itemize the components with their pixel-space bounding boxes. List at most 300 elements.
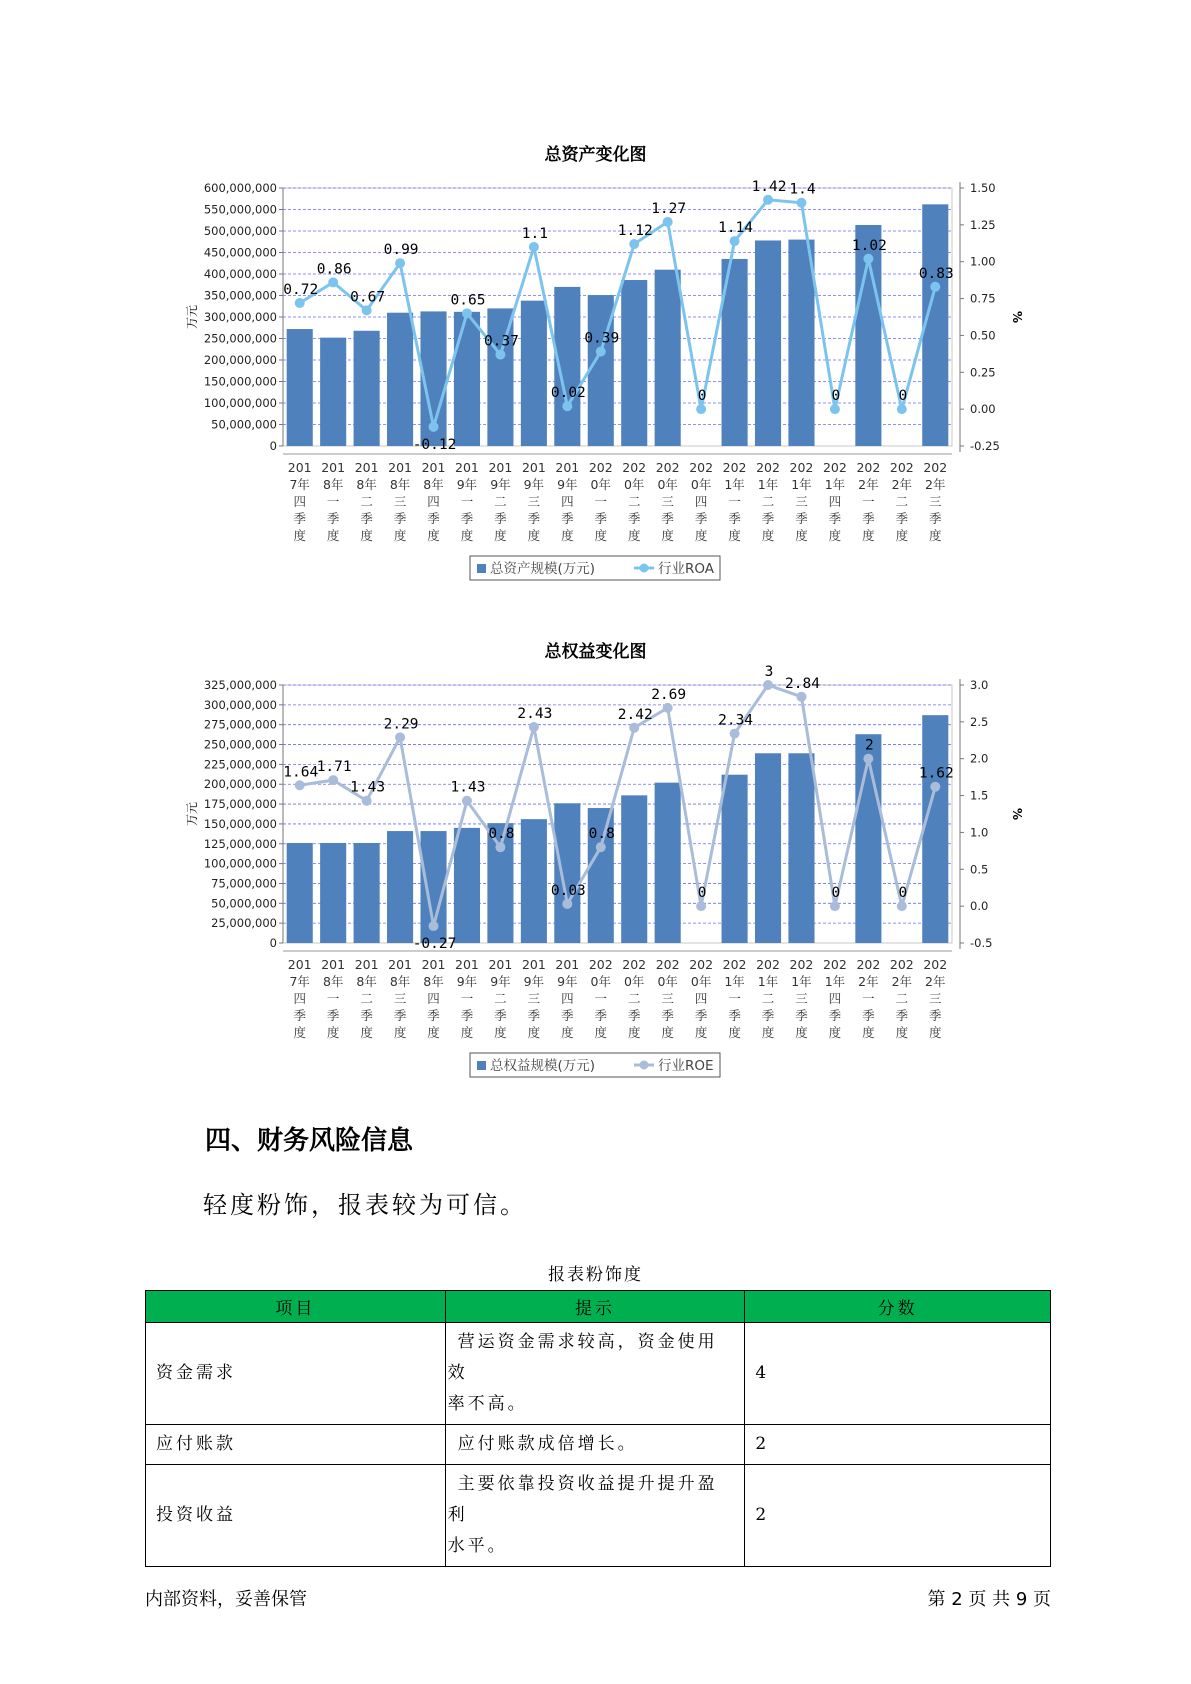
x-tick-label-line: 季 (728, 1008, 741, 1023)
x-tick-label-line: 度 (527, 528, 541, 543)
x-tick-label-line: 0年 (690, 477, 712, 492)
legend-line-label: 行业ROE (658, 1058, 714, 1074)
x-tick-label (756, 957, 780, 1040)
line-point (796, 692, 806, 702)
x-tick-label (388, 460, 412, 543)
line-point (395, 258, 405, 268)
x-tick-label-line: 二 (761, 494, 775, 509)
y-tick-label: 125,000,000 (203, 836, 277, 851)
x-tick-label-line: 度 (795, 528, 808, 543)
x-tick-label (388, 957, 412, 1040)
x-tick-label-line: 度 (828, 1025, 842, 1040)
x-tick-label (288, 460, 312, 543)
x-tick-label (823, 957, 847, 1040)
bar (287, 329, 313, 446)
x-tick-label-line: 季 (293, 1008, 306, 1023)
x-tick-label-line: 0年 (657, 477, 678, 492)
x-tick-label-line: 季 (393, 1008, 407, 1023)
x-tick-label-line: 201 (321, 957, 346, 972)
x-tick-label (355, 460, 379, 543)
footer-page-number: 第 2 页 共 9 页 (927, 1589, 1051, 1610)
x-tick-label-line: 季 (627, 1008, 641, 1023)
x-tick-label-line: 三 (527, 991, 541, 1006)
data-label: 0.72 (283, 281, 319, 298)
x-tick-label-line: 季 (360, 511, 373, 526)
x-tick-label-line: 三 (661, 494, 674, 509)
x-tick-label-line: 度 (527, 1025, 541, 1040)
x-tick-label-line: 四 (694, 991, 708, 1006)
bar (387, 831, 413, 943)
line-point (696, 901, 706, 911)
data-label: 1.62 (918, 765, 954, 782)
data-label: -0.12 (412, 436, 457, 453)
x-tick-label-line: 季 (561, 1008, 574, 1023)
x-tick-label-line: 201 (354, 460, 379, 475)
bar (354, 843, 380, 943)
x-tick-label-line: 四 (427, 991, 440, 1006)
table-caption: 报表粉饰度 (548, 1265, 643, 1285)
y-tick-label: 400,000,000 (203, 267, 277, 281)
x-tick-label-line: 季 (326, 511, 340, 526)
x-tick-label-line: 201 (287, 957, 312, 972)
data-label: 1.14 (718, 220, 754, 237)
x-tick-label-line: 一 (460, 991, 474, 1006)
y-tick-label: 0 (269, 936, 277, 950)
data-label: 1.64 (283, 764, 319, 781)
x-tick-label-line: 度 (661, 1025, 674, 1040)
x-tick-label-line: 季 (527, 511, 541, 526)
x-tick-label-line: 三 (795, 494, 808, 509)
x-tick-label (355, 957, 379, 1040)
x-tick-label (890, 460, 914, 543)
x-tick-label (689, 460, 713, 543)
line-point (897, 901, 907, 911)
x-tick-label-line: 季 (828, 1008, 842, 1023)
data-label: 0.99 (383, 242, 419, 259)
line-point (328, 277, 338, 287)
x-tick-label-line: 201 (488, 460, 513, 475)
table-header-row (146, 1291, 1051, 1323)
line-point (696, 404, 706, 414)
y2-axis-label: % (1010, 310, 1024, 324)
line-point (562, 899, 572, 909)
hint-line: 应付账款成倍增长。 (457, 1434, 638, 1454)
data-label: 0 (831, 388, 841, 405)
y-tick-label: 450,000,000 (203, 245, 277, 260)
x-tick-label-line: 1年 (724, 477, 745, 492)
bar (454, 312, 480, 446)
x-tick-label-line: 一 (728, 991, 741, 1006)
x-tick-label-line: 7年 (289, 477, 310, 492)
x-tick-label (422, 957, 446, 1040)
legend-line-marker (640, 1061, 649, 1070)
x-tick-label-line: 三 (929, 494, 942, 509)
x-tick-label-line: 度 (293, 528, 306, 543)
bar (287, 843, 313, 943)
line-point (495, 350, 505, 360)
x-tick-label-line: 季 (761, 1008, 775, 1023)
x-tick-label-line: 一 (594, 494, 608, 509)
line-point (328, 775, 338, 785)
x-tick-label-line: 202 (789, 460, 814, 475)
data-label: 2.42 (617, 706, 653, 723)
data-label: 1.12 (617, 223, 653, 240)
x-tick-label-line: 度 (828, 528, 842, 543)
bar (655, 270, 681, 446)
hint-line: 水平。 (447, 1536, 508, 1556)
line-point (462, 796, 472, 806)
line-point (429, 422, 439, 432)
x-tick-label-line: 季 (494, 1008, 507, 1023)
x-tick-label-line: 二 (494, 494, 507, 509)
x-tick-label-line: 度 (795, 1025, 808, 1040)
data-label: 1.71 (316, 759, 352, 776)
legend-bar-swatch (477, 1061, 486, 1070)
data-label: 0.03 (550, 882, 586, 899)
y-axis-label: 万元 (185, 304, 199, 330)
row-item: 资金需求 (146, 1323, 446, 1425)
x-tick-label-line: 一 (594, 991, 608, 1006)
x-tick-label-line: 度 (326, 528, 340, 543)
x-tick-label (589, 460, 613, 543)
data-label: 3 (764, 664, 774, 680)
line-point (529, 242, 539, 252)
x-tick-label-line: 度 (627, 528, 641, 543)
row-hint (445, 1425, 745, 1465)
y2-tick-label: 2.5 (970, 714, 989, 729)
x-tick-label-line: 季 (460, 1008, 474, 1023)
x-tick-label-line: 9年 (456, 974, 478, 989)
x-tick-label-line: 季 (293, 511, 306, 526)
x-tick-label-line: 1年 (791, 477, 812, 492)
line-point (629, 723, 639, 733)
x-tick-label-line: 一 (728, 494, 741, 509)
data-label: 0 (898, 885, 908, 902)
x-tick-label-line: 202 (722, 957, 747, 972)
x-tick-label-line: 9年 (523, 477, 545, 492)
x-tick-label (723, 957, 747, 1040)
data-label: 2.84 (785, 675, 820, 692)
x-tick-label-line: 三 (393, 991, 407, 1006)
x-tick-label-line: 201 (455, 957, 479, 972)
x-tick-label-line: 季 (862, 511, 875, 526)
y2-axis-label: % (1010, 807, 1024, 821)
y2-tick-label: 0.0 (970, 899, 989, 914)
x-tick-label-line: 度 (393, 1025, 407, 1040)
x-tick-label (622, 460, 646, 543)
x-tick-label-line: 9年 (523, 974, 545, 989)
line-point (930, 282, 940, 292)
x-tick-label-line: 0年 (623, 974, 645, 989)
row-score: 2 (745, 1425, 1051, 1465)
y-tick-label: 100,000,000 (203, 856, 277, 871)
x-tick-label-line: 202 (856, 957, 881, 972)
line-point (930, 782, 940, 792)
line-point (863, 754, 873, 764)
line-point (295, 298, 305, 308)
x-tick-label-line: 季 (929, 511, 942, 526)
x-tick-label-line: 1年 (824, 477, 846, 492)
line-point (596, 347, 606, 357)
y2-tick-label: 1.5 (970, 788, 989, 803)
x-tick-label-line: 度 (494, 528, 507, 543)
y2-tick-label: 1.0 (970, 825, 989, 840)
y2-tick-label: 3.0 (970, 678, 989, 692)
x-tick-label-line: 9年 (490, 974, 511, 989)
line-point (663, 703, 673, 713)
line-point (362, 305, 372, 315)
x-tick-label-line: 季 (661, 511, 674, 526)
bar (755, 240, 781, 446)
x-tick-label-line: 202 (822, 957, 847, 972)
data-label: 2.69 (651, 686, 687, 703)
line-point (529, 722, 539, 732)
line-point (796, 198, 806, 208)
x-tick-label-line: 季 (728, 511, 741, 526)
x-tick-label-line: 度 (728, 528, 741, 543)
x-tick-label-line: 202 (923, 957, 948, 972)
x-tick-label-line: 0年 (623, 477, 645, 492)
x-tick-label-line: 度 (594, 1025, 608, 1040)
column-header-item: 项目 (146, 1291, 446, 1323)
data-label: 0.8 (488, 826, 515, 843)
x-tick-label-line: 季 (494, 511, 507, 526)
bar (621, 795, 647, 943)
y2-tick-label: 1.00 (970, 254, 996, 269)
x-tick-label-line: 201 (521, 957, 546, 972)
bar (387, 313, 413, 446)
x-tick-label (923, 460, 947, 543)
x-tick-label-line: 2年 (858, 974, 879, 989)
x-tick-label-line: 1年 (724, 974, 745, 989)
whitewash-table (145, 1290, 1051, 1567)
y-tick-label: 25,000,000 (211, 916, 277, 931)
y-tick-label: 600,000,000 (203, 181, 277, 195)
data-label: 0 (831, 885, 841, 902)
x-tick-label (856, 957, 880, 1040)
x-tick-label-line: 201 (421, 957, 446, 972)
x-tick-label-line: 度 (627, 1025, 641, 1040)
x-tick-label (488, 460, 512, 543)
x-tick-label-line: 度 (393, 528, 407, 543)
x-tick-label (321, 460, 345, 543)
x-tick-label-line: 201 (455, 460, 479, 475)
x-tick-label-line: 度 (561, 528, 574, 543)
data-label: 0.67 (350, 289, 386, 306)
bar (320, 843, 346, 943)
hint-line: 主要依靠投资收益提升提升盈利 (447, 1474, 718, 1525)
x-tick-label-line: 1年 (824, 974, 846, 989)
x-tick-label-line: 一 (460, 494, 474, 509)
bar (554, 803, 580, 943)
x-tick-label-line: 季 (594, 511, 608, 526)
row-score: 4 (745, 1323, 1051, 1425)
x-tick-label-line: 季 (929, 1008, 942, 1023)
total-assets-chart (0, 140, 1191, 590)
line-point (663, 217, 673, 227)
data-label: 1.4 (789, 181, 816, 198)
row-hint (445, 1323, 745, 1425)
bar (655, 783, 681, 943)
data-label: 0.39 (584, 330, 620, 347)
y2-tick-label: 0.00 (970, 402, 996, 417)
x-tick-label-line: 度 (694, 1025, 708, 1040)
x-tick-label-line: 四 (293, 991, 306, 1006)
row-item: 投资收益 (146, 1465, 446, 1567)
x-tick-label (555, 460, 579, 543)
x-tick-label-line: 季 (828, 511, 842, 526)
x-tick-label (589, 957, 613, 1040)
x-tick-label-line: 四 (561, 991, 574, 1006)
x-tick-label-line: 度 (594, 528, 608, 543)
data-label: 2.43 (517, 706, 553, 723)
x-tick-label-line: 度 (694, 528, 708, 543)
x-tick-label-line: 季 (895, 1008, 909, 1023)
x-tick-label-line: 202 (689, 460, 714, 475)
bar (788, 240, 814, 446)
column-header-hint: 提示 (445, 1291, 745, 1323)
x-tick-label-line: 四 (828, 991, 842, 1006)
x-tick-label-line: 三 (929, 991, 942, 1006)
x-tick-label-line: 二 (761, 991, 775, 1006)
x-tick-label-line: 二 (627, 991, 641, 1006)
x-tick-label-line: 一 (326, 991, 340, 1006)
x-tick-label-line: 季 (527, 1008, 541, 1023)
y-tick-label: 500,000,000 (203, 224, 277, 238)
y-tick-label: 300,000,000 (203, 697, 277, 712)
x-tick-label-line: 二 (627, 494, 641, 509)
y2-tick-label: 0.75 (970, 291, 996, 306)
x-tick-label-line: 202 (856, 460, 881, 475)
line-point (362, 796, 372, 806)
bar (621, 280, 647, 446)
bar (354, 331, 380, 446)
line-point (830, 901, 840, 911)
legend-line-label: 行业ROA (658, 561, 715, 577)
x-tick-label-line: 二 (360, 494, 373, 509)
x-tick-label (488, 957, 512, 1040)
x-tick-label-line: 度 (293, 1025, 306, 1040)
x-tick-label (321, 957, 345, 1040)
x-tick-label-line: 度 (929, 528, 942, 543)
bar (922, 715, 948, 943)
x-tick-label-line: 201 (287, 460, 312, 475)
bar (521, 819, 547, 943)
y-tick-label: 50,000,000 (211, 896, 277, 911)
y-axis-label: 万元 (185, 801, 199, 827)
x-tick-label (422, 460, 446, 543)
y2-tick-label: -0.25 (970, 439, 1000, 453)
x-tick-label-line: 8年 (356, 477, 377, 492)
x-tick-label-line: 度 (862, 528, 875, 543)
data-label: 0.8 (588, 826, 615, 843)
section-heading: 四、财务风险信息 (205, 1126, 414, 1156)
x-tick-label-line: 度 (728, 1025, 741, 1040)
section-body: 轻度粉饰，报表较为可信。 (203, 1191, 527, 1219)
data-label: 0.86 (316, 261, 352, 278)
x-tick-label-line: 季 (427, 511, 440, 526)
x-tick-label-line: 度 (427, 528, 440, 543)
data-label: 0.37 (483, 333, 519, 350)
x-tick-label-line: 8年 (389, 477, 411, 492)
bar (855, 734, 881, 943)
x-tick-label-line: 季 (627, 511, 641, 526)
x-tick-label (555, 957, 579, 1040)
data-label: 0 (697, 388, 707, 405)
x-tick-label-line: 202 (655, 460, 680, 475)
y-tick-label: 350,000,000 (203, 288, 277, 303)
line-point (562, 401, 572, 411)
y-tick-label: 325,000,000 (203, 678, 277, 692)
line-point (730, 729, 740, 739)
y-tick-label: 200,000,000 (203, 777, 277, 792)
x-tick-label-line: 9年 (490, 477, 511, 492)
x-tick-label-line: 季 (427, 1008, 440, 1023)
line-point (629, 239, 639, 249)
x-tick-label-line: 季 (326, 1008, 340, 1023)
x-tick-label (823, 460, 847, 543)
x-tick-label-line: 度 (761, 1025, 775, 1040)
y2-tick-label: 2.0 (970, 751, 989, 766)
bar (320, 338, 346, 446)
x-tick-label (522, 957, 546, 1040)
x-tick-label-line: 1年 (757, 974, 779, 989)
total-equity-chart-svg (0, 637, 1191, 1087)
x-tick-label (790, 460, 814, 543)
y-tick-label: 225,000,000 (203, 757, 277, 772)
x-tick-label-line: 度 (929, 1025, 942, 1040)
x-tick-label-line: 201 (421, 460, 446, 475)
x-tick-label-line: 季 (862, 1008, 875, 1023)
y-tick-label: 175,000,000 (203, 797, 277, 812)
x-tick-label (790, 957, 814, 1040)
x-tick-label-line: 四 (561, 494, 574, 509)
table-row (146, 1425, 1051, 1465)
x-tick-label-line: 2年 (925, 477, 946, 492)
x-tick-label-line: 201 (488, 957, 513, 972)
x-tick-label-line: 202 (889, 460, 914, 475)
x-tick-label-line: 四 (694, 494, 708, 509)
line-point (395, 732, 405, 742)
x-tick-label-line: 9年 (557, 477, 578, 492)
x-tick-label-line: 季 (694, 511, 708, 526)
x-tick-label-line: 二 (895, 991, 909, 1006)
x-tick-label-line: 季 (795, 511, 808, 526)
x-tick-label-line: 1年 (791, 974, 812, 989)
legend-bar-swatch (477, 564, 486, 573)
line-point (897, 404, 907, 414)
x-tick-label-line: 202 (756, 460, 780, 475)
x-tick-label-line: 201 (321, 460, 346, 475)
y2-tick-label: 0.25 (970, 365, 996, 380)
x-tick-label-line: 度 (561, 1025, 574, 1040)
row-score: 2 (745, 1465, 1051, 1567)
y-tick-label: 100,000,000 (203, 396, 277, 410)
x-tick-label-line: 8年 (389, 974, 411, 989)
x-tick-label-line: 202 (923, 460, 948, 475)
x-tick-label-line: 度 (895, 528, 909, 543)
line-point (730, 236, 740, 246)
x-tick-label-line: 四 (293, 494, 306, 509)
x-tick-label-line: 9年 (557, 974, 578, 989)
bar (722, 775, 748, 943)
legend-line-marker (640, 564, 649, 573)
x-tick-label (656, 957, 680, 1040)
x-tick-label-line: 二 (895, 494, 909, 509)
line-point (830, 404, 840, 414)
x-tick-label (455, 957, 479, 1040)
x-tick-label-line: 度 (460, 1025, 474, 1040)
